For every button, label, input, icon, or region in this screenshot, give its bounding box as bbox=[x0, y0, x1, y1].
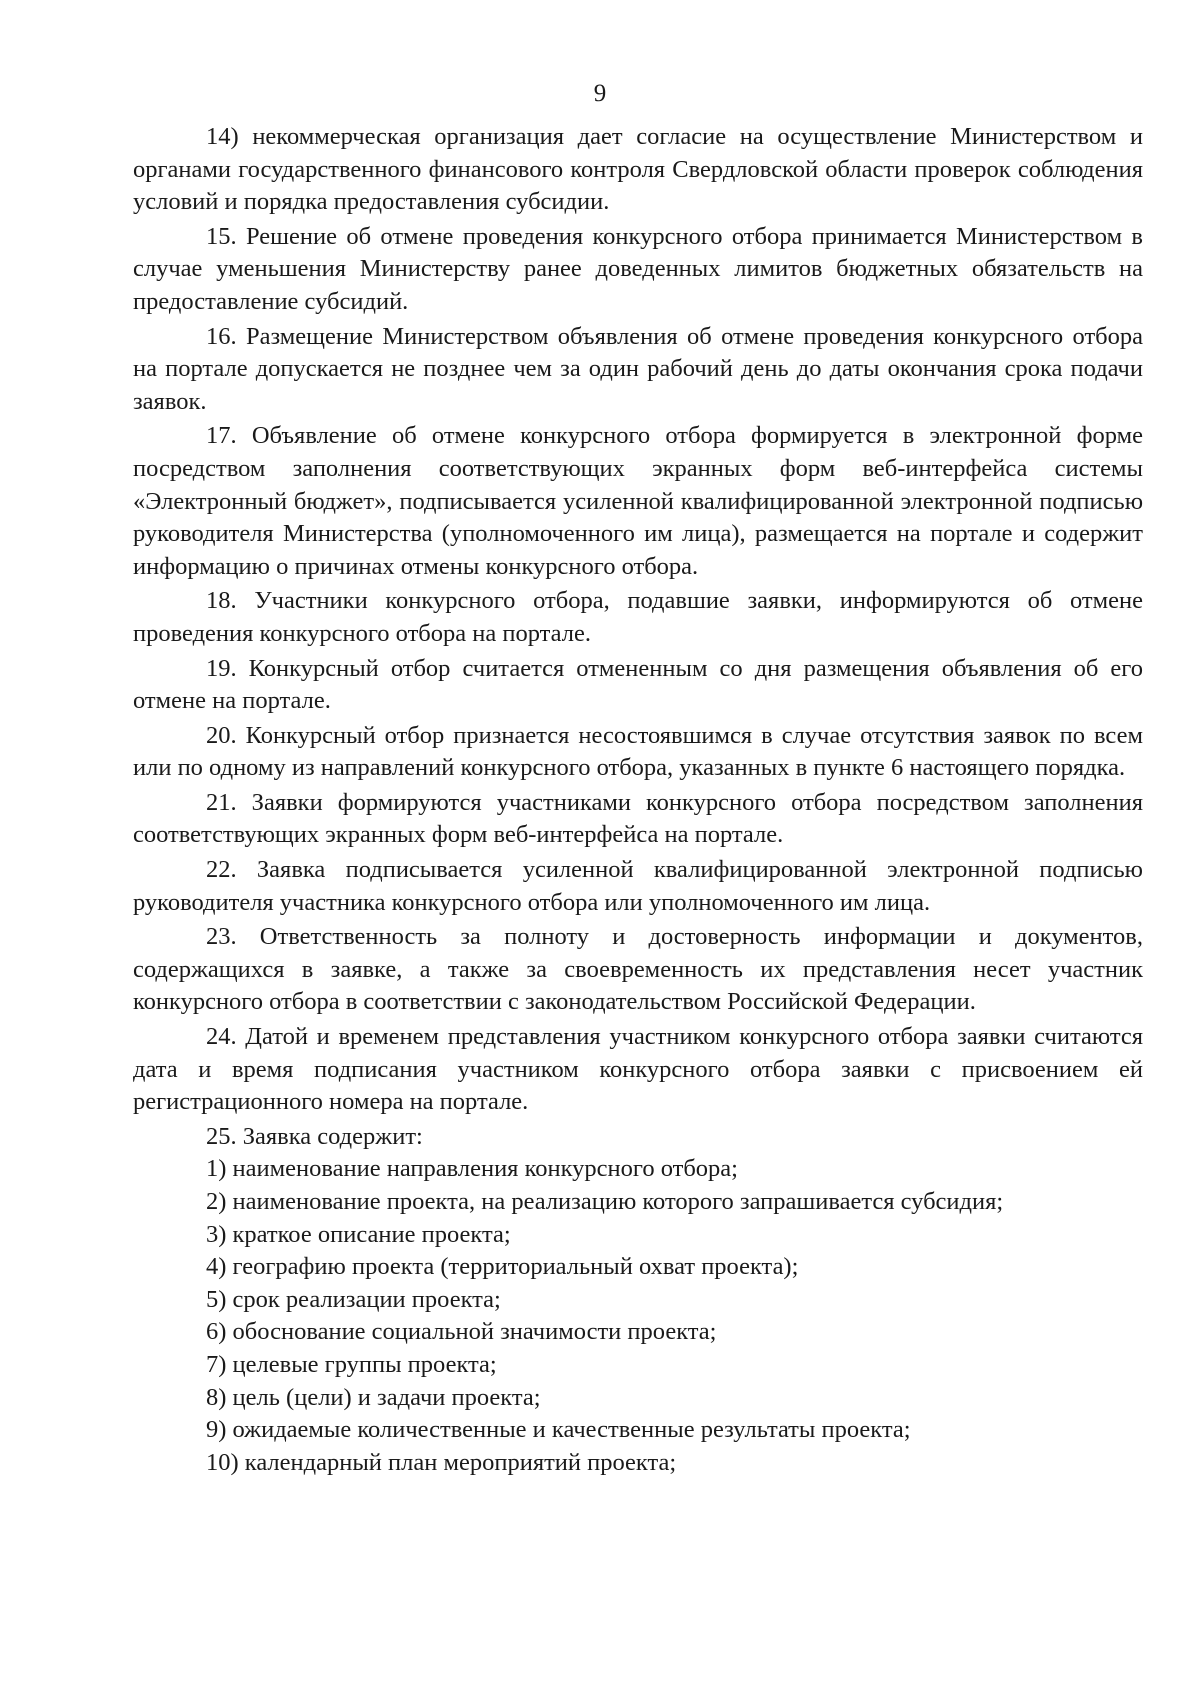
paragraph-15: 15. Решение об отмене проведения конкурсного отбора принимается Министерством в случае уменьшения Министерству ранее доведенных лимитов бюджетных обязательств на предоставление субсидий. bbox=[133, 222, 1143, 315]
paragraph-24: 24. Датой и временем представления участником конкурсного отбора заявки считаются дата и время подписания участником конкурсного отбора заявки с присвоением ей регистрационного номера на портале. bbox=[133, 1023, 1143, 1116]
paragraph-16: 16. Размещение Министерством объявления об отмене проведения конкурсного отбора на портале допускается не позднее чем за один рабочий день до даты окончания срока подачи заявок. bbox=[133, 322, 1143, 415]
document-body bbox=[133, 121, 1143, 1479]
paragraph-17: 17. Объявление об отмене конкурсного отбора формируется в электронной форме посредством заполнения соответствующих экранных форм веб-интерфейса системы «Электронный бюджет», подписывается усиленной квалифицированной электронной подписью руководителя Министерства (уполномоченного им лица), размещается на портале и содержит информацию о причинах отмены конкурсного отбора. bbox=[133, 422, 1143, 580]
list-item: 10) календарный план мероприятий проекта; bbox=[206, 1448, 677, 1476]
list-item: 6) обоснование социальной значимости проекта; bbox=[206, 1318, 717, 1346]
paragraph-19: 19. Конкурсный отбор считается отмененным со дня размещения объявления об его отмене на портале. bbox=[133, 654, 1143, 715]
paragraph-18: 18. Участники конкурсного отбора, подавшие заявки, информируются об отмене проведения конкурсного отбора на портале. bbox=[133, 587, 1143, 647]
list-item: 8) цель (цели) и задачи проекта; bbox=[206, 1383, 541, 1411]
list-item: 2) наименование проекта, на реализацию которого запрашивается субсидия; bbox=[206, 1188, 1004, 1215]
list-item: 9) ожидаемые количественные и качественные результаты проекта; bbox=[206, 1416, 911, 1444]
list-item: 4) географию проекта (территориальный охват проекта); bbox=[206, 1253, 799, 1281]
paragraph-23: 23. Ответственность за полноту и достоверность информации и документов, содержащихся в заявке, а также за своевременность их представления несет участник конкурсного отбора в соответствии с законодательством Российской Федерации. bbox=[133, 923, 1143, 1016]
paragraph-21: 21. Заявки формируются участниками конкурсного отбора посредством заполнения соответствующих экранных форм веб-интерфейса на портале. bbox=[133, 788, 1143, 849]
list-item: 5) срок реализации проекта; bbox=[206, 1285, 501, 1313]
list-item: 7) целевые группы проекта; bbox=[206, 1350, 497, 1378]
list-item: 1) наименование направления конкурсного отбора; bbox=[206, 1155, 738, 1183]
paragraph-22: 22. Заявка подписывается усиленной квалифицированной электронной подписью руководителя участника конкурсного отбора или уполномоченного им лица. bbox=[133, 856, 1143, 916]
paragraph-20: 20. Конкурсный отбор признается несостоявшимся в случае отсутствия заявок по всем или по одному из направлений конкурсного отбора, указанных в пункте 6 настоящего порядка. bbox=[133, 721, 1143, 782]
paragraph-25: 25. Заявка содержит: bbox=[206, 1122, 423, 1150]
list-item: 3) краткое описание проекта; bbox=[206, 1220, 511, 1248]
page-number: 9 bbox=[593, 80, 607, 107]
paragraph-14: 14) некоммерческая организация дает согласие на осуществление Министерством и органами государственного финансового контроля Свердловской области проверок соблюдения условий и порядка предоставления субсидии. bbox=[133, 123, 1143, 216]
